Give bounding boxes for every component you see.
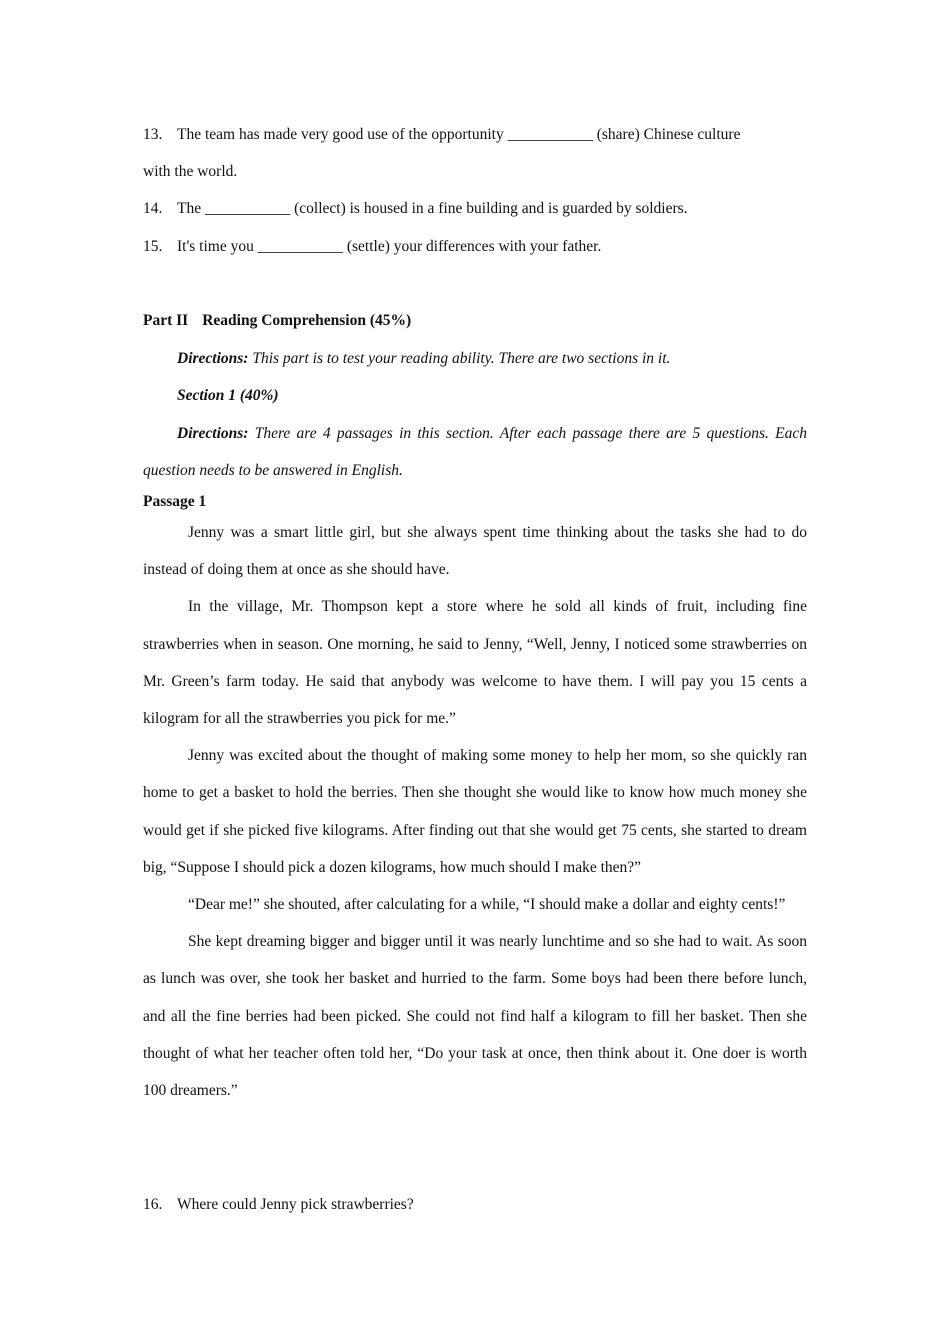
directions-text: This part is to test your reading ability. There are two sections in it. [248,350,671,367]
question-14 [143,190,807,227]
passage-paragraph: Jenny was excited about the thought of making some money to help her mom, so she quickly ran home to get a basket to hold the berries. Then she thought she would like to know how much money she would get if she picked five kilograms. After finding out that she would get 75 cents, she started to dream big, “Suppose I should pick a dozen kilograms, how much should I make then?” [143,747,807,876]
directions-label: Directions: [177,350,249,367]
directions-text: There are 4 passages in this section. After each passage there are 5 questions. Each question needs to be answered in English. [143,425,807,480]
question-number: 14. [143,200,163,217]
passage-body [143,514,807,1109]
part-label: Part II [143,312,189,329]
question-text: The ___________ (collect) is housed in a fine building and is guarded by soldiers. [177,200,688,217]
question-15 [143,228,807,265]
part-title: Reading Comprehension (45%) [202,312,412,329]
directions-part [143,340,807,377]
question-number: 13. [143,126,163,143]
passage-paragraph: In the village, Mr. Thompson kept a store where he sold all kinds of fruit, including fine strawberries when in season. One morning, he said to Jenny, “Well, Jenny, I noticed some strawberries on Mr. Green’s farm today. He said that anybody was welcome to have them. I will pay you 15 cents a kilogram for all the strawberries you pick for me.” [143,598,807,728]
question-text: Where could Jenny pick strawberries? [177,1196,414,1213]
part-heading [143,310,411,332]
section-heading: Section 1 (40%) [177,387,279,404]
passage-paragraph: Jenny was a smart little girl, but she always spent time thinking about the tasks she had to do instead of doing them at once as she should have. [143,524,807,579]
question-16 [143,1186,807,1223]
question-text: It's time you ___________ (settle) your differences with your father. [177,238,602,255]
question-number: 15. [143,238,163,255]
passage-title: Passage 1 [143,493,207,510]
question-13 [143,116,807,190]
directions-label: Directions: [177,425,249,442]
passage-paragraph: She kept dreaming bigger and bigger until it was nearly lunchtime and so she had to wait. As soon as lunch was over, she took her basket and hurried to the farm. Some boys had been there before lunch, and all the fine berries had been picked. She could not find half a kilogram to fill her basket. Then she thought of what her teacher often told her, “Do your task at once, then think about it. One doer is worth 100 dreamers.” [143,933,807,1100]
directions-section [143,415,807,489]
question-number: 16. [143,1196,163,1213]
question-text-continued: with the world. [143,163,238,181]
passage-paragraph: “Dear me!” she shouted, after calculating for a while, “I should make a dollar and eighty cents!” [188,896,786,914]
question-text: The team has made very good use of the opportunity ___________ (share) Chinese culture [177,126,741,143]
